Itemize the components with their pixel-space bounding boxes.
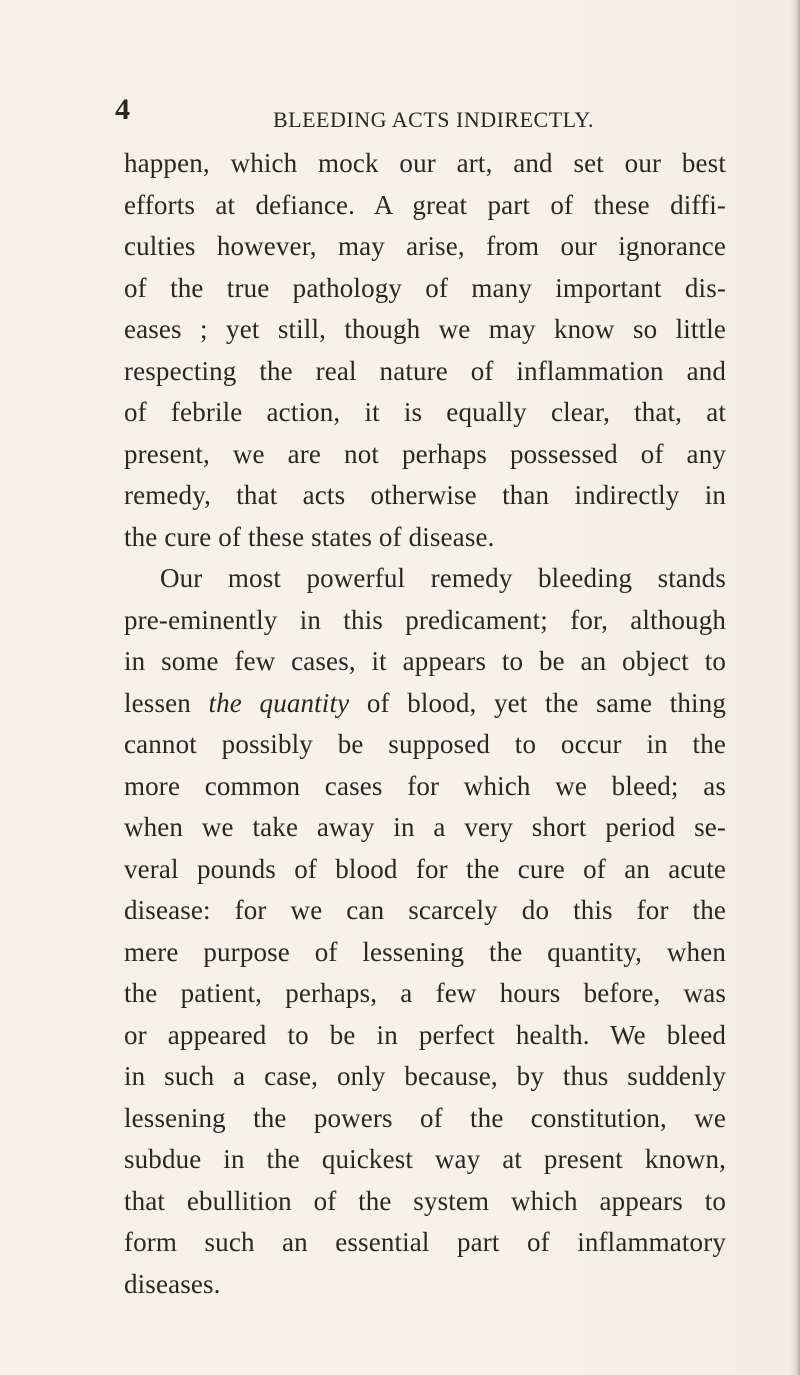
- paragraph-last-line: diseases.: [124, 1268, 221, 1299]
- text-line: the patient, perhaps, a few hours before, was: [124, 978, 726, 1008]
- paragraph-first-line: Our most powerful remedy bleeding stands: [160, 563, 726, 593]
- text-line: of febrile action, it is equally clear, that, at: [124, 397, 726, 427]
- text-line: lessening the powers of the constitution, we: [124, 1102, 726, 1133]
- text-line: in such a case, only because, by thus suddenly: [124, 1061, 726, 1091]
- text-line-with-italic: [124, 683, 726, 725]
- text-run: lessen: [124, 687, 209, 718]
- text-line: veral pounds of blood for the cure of an acute: [124, 853, 726, 884]
- text-line: that ebullition of the system which appears to: [124, 1185, 726, 1216]
- text-line: culties however, may arise, from our ignorance: [124, 231, 726, 261]
- running-head: BLEEDING ACTS INDIRECTLY.: [273, 107, 594, 132]
- text-line: remedy, that acts otherwise than indirectly in: [124, 480, 726, 510]
- text-line: of the true pathology of many important dis-: [124, 272, 726, 303]
- text-line: mere purpose of lessening the quantity, when: [124, 936, 726, 967]
- italic-emphasis: the quantity: [208, 687, 350, 718]
- text-line: disease: for we can scarcely do this for the: [124, 895, 726, 925]
- text-line: present, we are not perhaps possessed of any: [124, 438, 726, 469]
- text-line: subdue in the quickest way at present known,: [124, 1144, 726, 1174]
- text-line: eases ; yet still, though we may know so little: [124, 314, 726, 344]
- text-line: or appeared to be in perfect health. We bleed: [124, 1019, 726, 1050]
- text-line: happen, which mock our art, and set our best: [124, 148, 726, 178]
- page-edge-shadow: [790, 0, 800, 1375]
- text-line: pre-eminently in this predicament; for, although: [124, 604, 726, 635]
- text-line: respecting the real nature of inflammation and: [124, 355, 726, 386]
- text-line: form such an essential part of inflammatory: [124, 1227, 726, 1257]
- text-line: more common cases for which we bleed; as: [124, 770, 726, 801]
- paragraph-last-line: the cure of these states of disease.: [124, 521, 495, 552]
- text-line: when we take away in a very short period se-: [124, 812, 726, 842]
- text-line: efforts at defiance. A great part of these diffi-: [124, 189, 726, 220]
- text-line: in some few cases, it appears to be an object to: [124, 646, 726, 676]
- body-text: [124, 143, 726, 1305]
- page-number: 4: [115, 93, 130, 126]
- text-line: cannot possibly be supposed to occur in the: [124, 729, 726, 759]
- text-run: of blood, yet the same thing: [349, 687, 726, 718]
- page-header: [115, 95, 715, 135]
